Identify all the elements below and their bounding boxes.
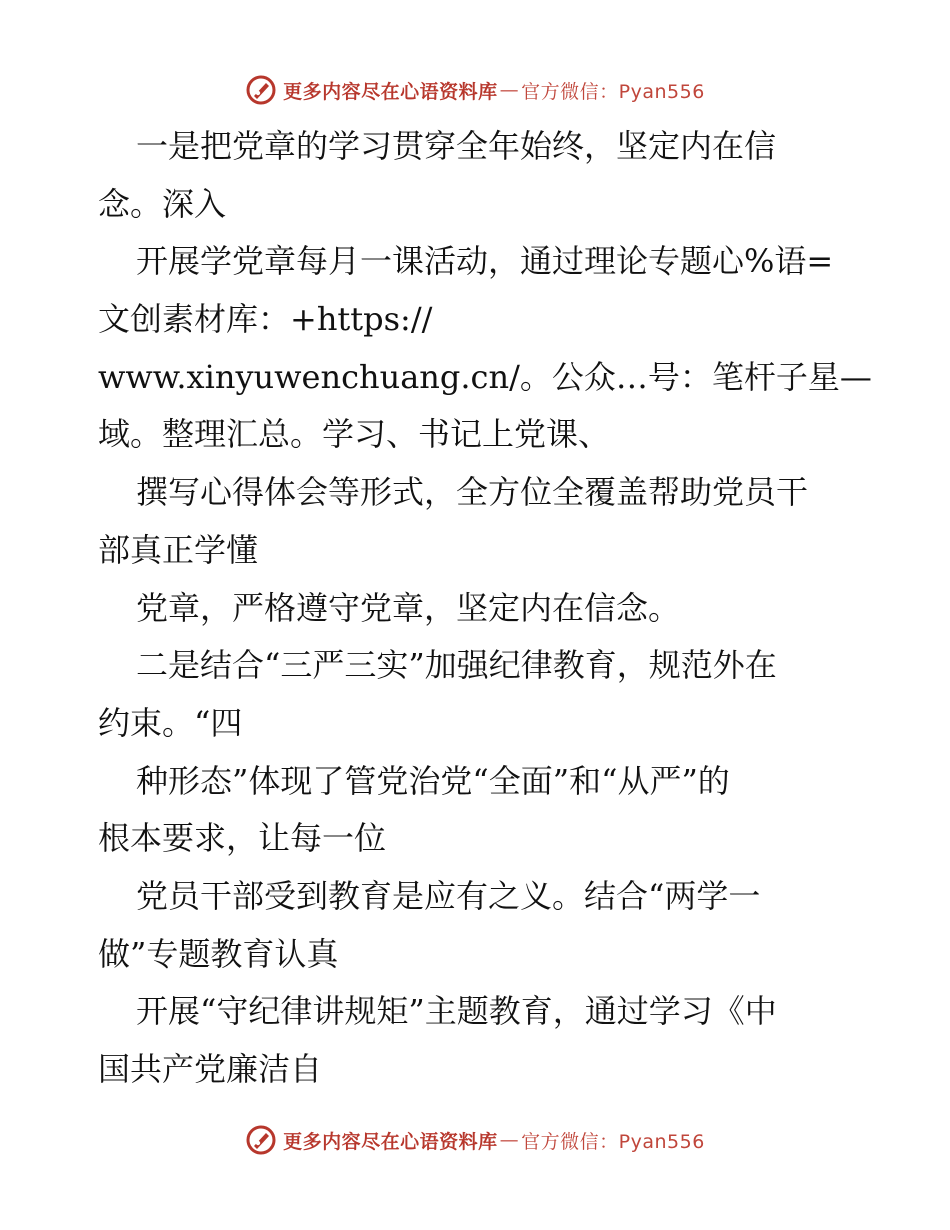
footer-watermark [0, 1120, 950, 1160]
body-line: 开展“守纪律讲规矩”主题教育，通过学习《中 [136, 992, 777, 1031]
body-line: 约束。“四 [98, 703, 243, 742]
watermark-text: 更多内容尽在心语资料库 [283, 1130, 498, 1153]
watermark-text: 更多内容尽在心语资料库 [283, 80, 498, 103]
body-line: 域。整理汇总。学习、书记上党课、 [98, 415, 611, 454]
body-line: 开展学党章每月一课活动，通过理论专题心%语= [136, 242, 834, 281]
body-line: 部真正学懂 [98, 530, 259, 569]
body-line: 一是把党章的学习贯穿全年始终，坚定内在信 [136, 127, 777, 165]
body-line: 念。深入 [98, 184, 227, 223]
document-body [98, 118, 872, 1099]
watermark-separator: — [499, 1129, 520, 1151]
body-line: 二是结合“三严三实”加强纪律教育，规范外在 [136, 646, 777, 685]
logo-pen-circle-icon [245, 74, 277, 106]
watermark-contact: 官方微信：Pyan556 [521, 1130, 705, 1153]
body-line: 国共产党廉洁自 [98, 1050, 323, 1088]
logo-pen-circle-icon [245, 1124, 277, 1156]
body-line: 党章，严格遵守党章，坚定内在信念。 [136, 588, 681, 627]
header-watermark [0, 70, 950, 110]
body-line: 撰写心得体会等形式，全方位全覆盖帮助党员干 [136, 473, 809, 512]
body-line: 党员干部受到教育是应有之义。结合“两学一 [136, 876, 761, 915]
watermark-contact: 官方微信：Pyan556 [521, 80, 705, 103]
body-line: 根本要求，让每一位 [98, 819, 387, 858]
body-line: www.xinyuwenchuang.cn/。公众…号：笔杆子星— [98, 357, 872, 396]
body-line: 种形态”体现了管党治党“全面”和“从严”的 [136, 761, 730, 800]
body-line: 文创素材库：+https:// [98, 300, 433, 339]
watermark-separator: — [499, 79, 520, 101]
body-line: 做”专题教育认真 [98, 934, 339, 973]
